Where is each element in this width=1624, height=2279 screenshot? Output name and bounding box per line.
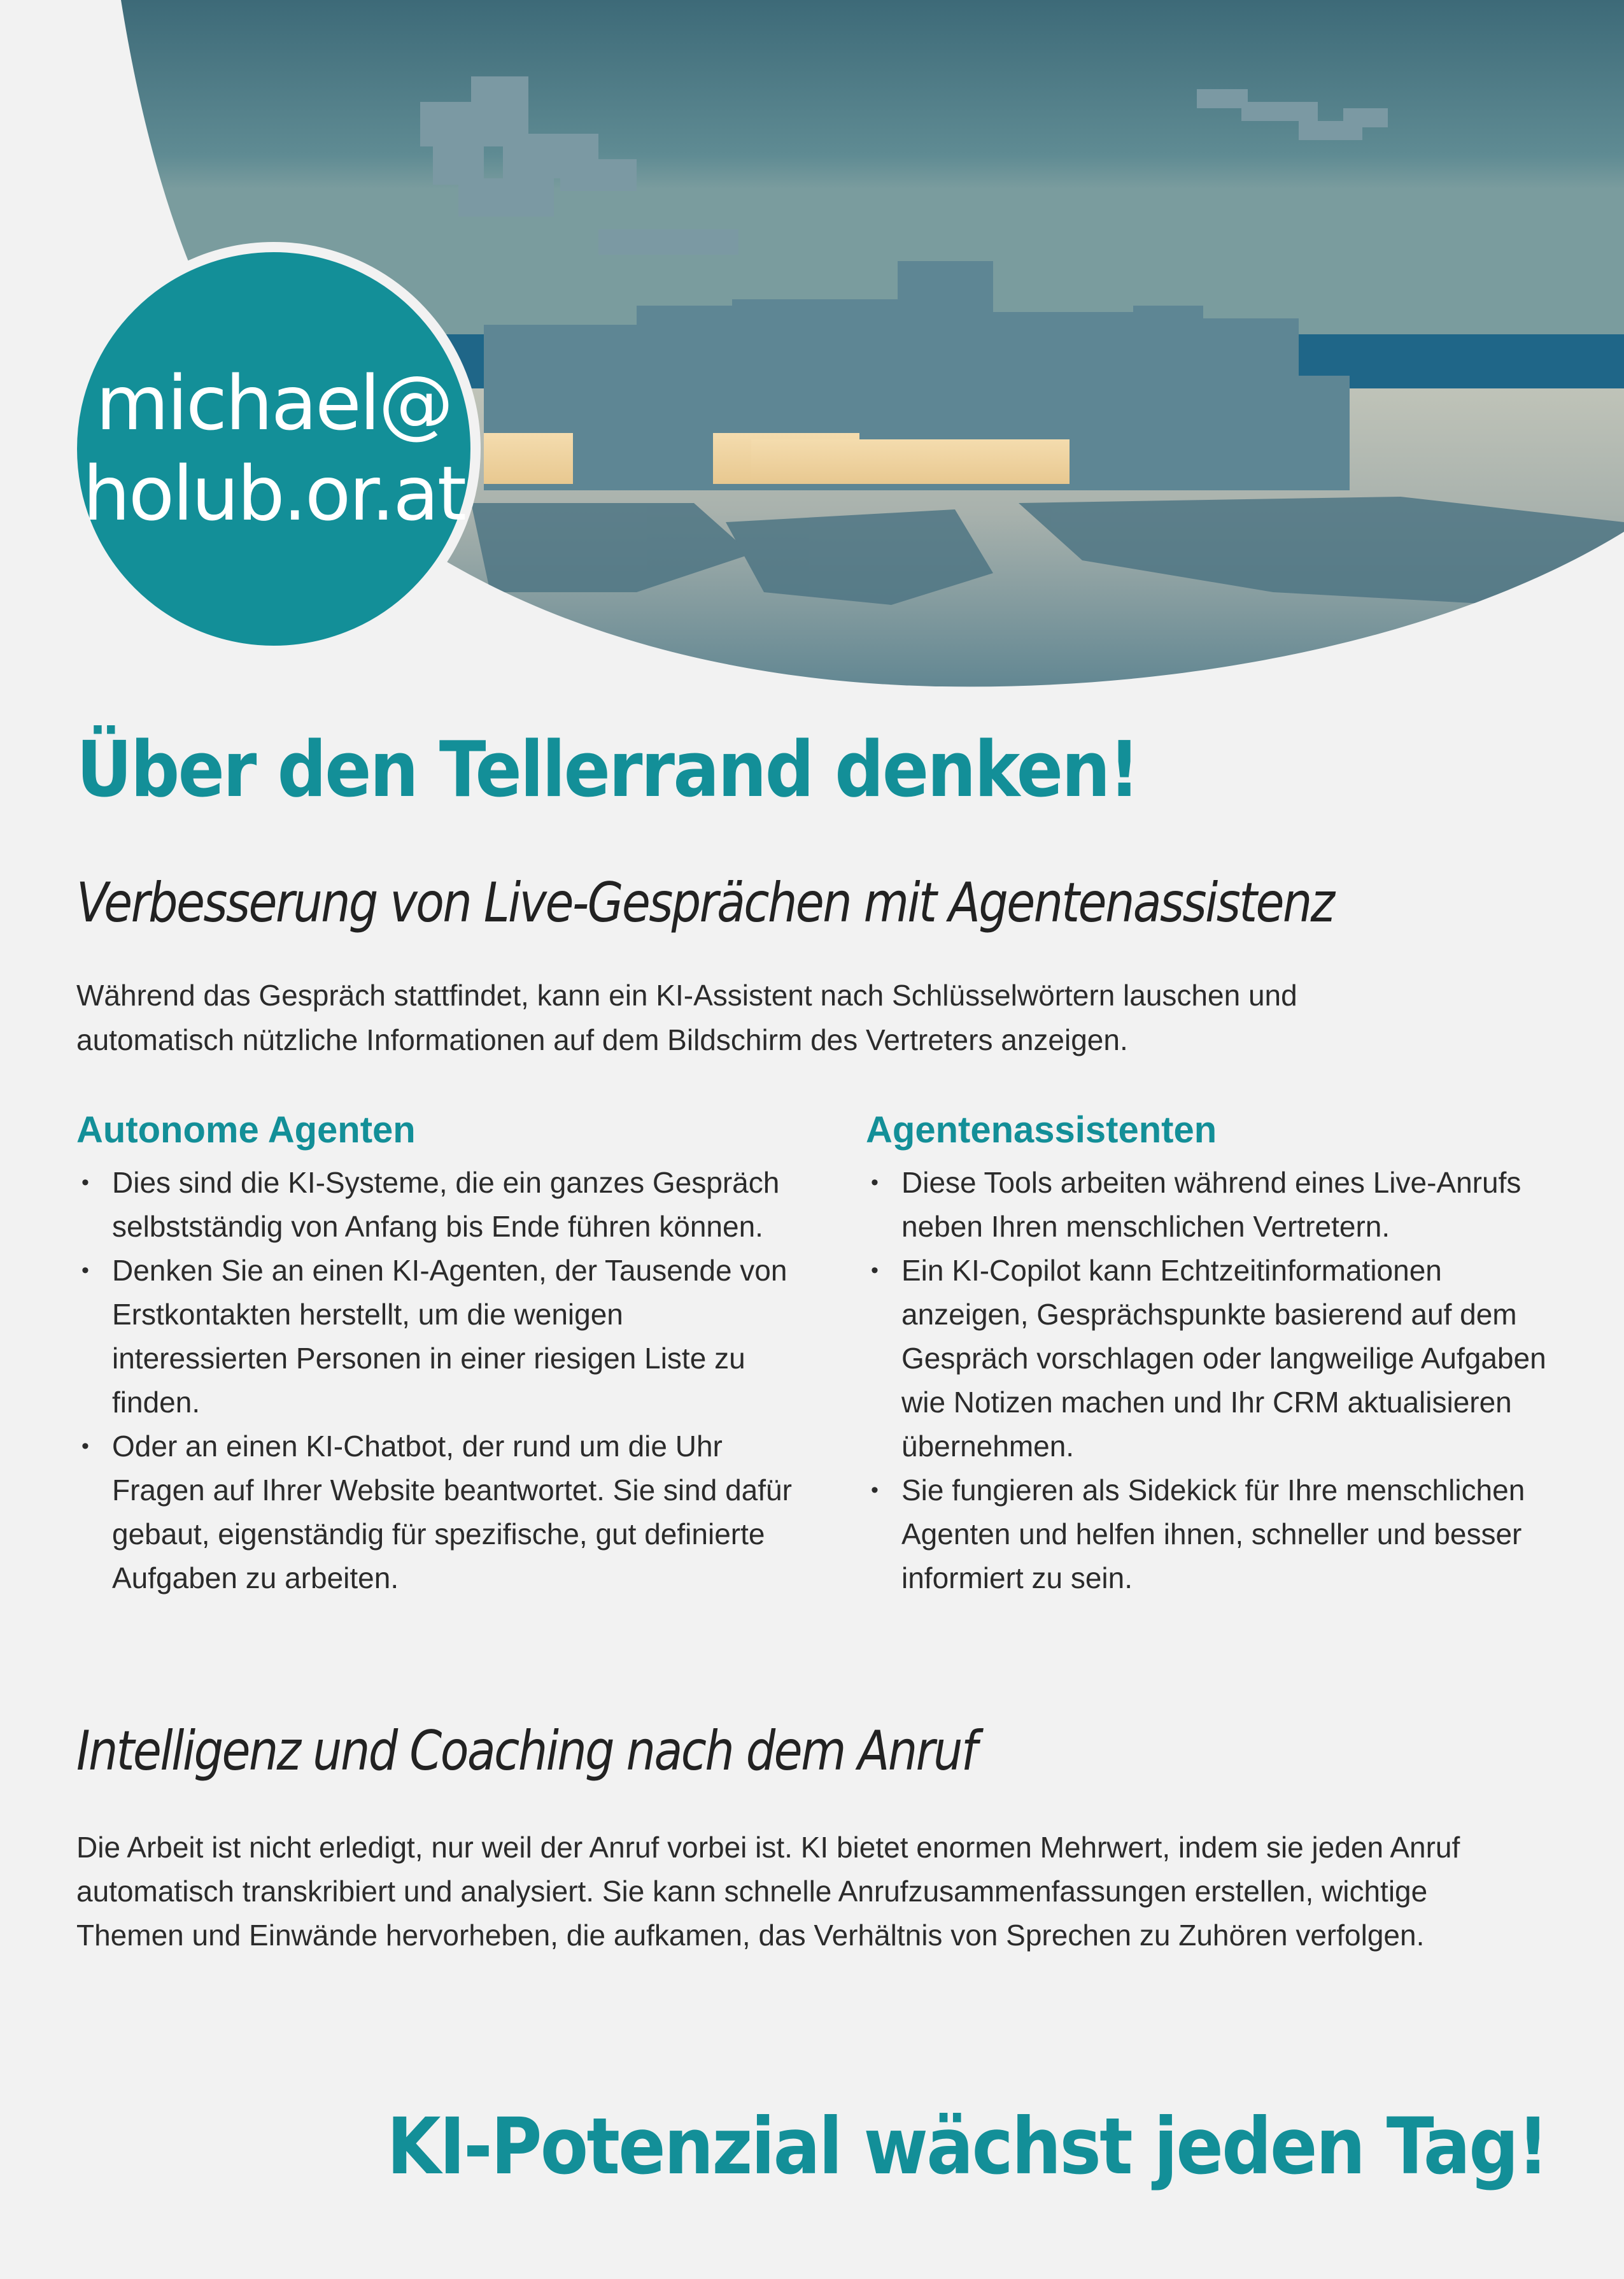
page-title: Über den Tellerrand denken! [76,726,1139,814]
list-item: • Oder an einen KI-Chatbot, der rund um die Uhr Fragen auf Ihrer Website beantwortet. Sie sind dafür gebaut, eigenständig für spezifische, gut definierte Aufgaben zu arbeiten. [76,1424,796,1600]
right-column-list [866,1161,1560,1600]
section-2-paragraph: Die Arbeit ist nicht erledigt, nur weil der Anruf vorbei ist. KI bietet enormen Mehrwert, indem sie jeden Anruf automatisch transkribiert und analysiert. Sie kann schnelle Anrufzusammenfassungen erstellen, wichtige Themen und Einwände hervorheben, die aufkamen, das Verhältnis von Sprechen zu Zuhören verfolgen. [76,1831,1460,1952]
list-item: • Sie fungieren als Sidekick für Ihre menschlichen Agenten und helfen ihnen, schneller und besser informiert zu sein. [866,1468,1560,1600]
intro-paragraph: Während das Gespräch stattfindet, kann ein KI-Assistent nach Schlüsselwörtern lauschen und automatisch nützliche Informationen auf dem Bildschirm des Vertreters anzeigen. [76,979,1297,1056]
list-item: • Dies sind die KI-Systeme, die ein ganzes Gespräch selbstständig von Anfang bis Ende führen können. [76,1161,796,1249]
right-column-heading: Agentenassistenten [866,1109,1217,1151]
list-item: • Diese Tools arbeiten während eines Live-Anrufs neben Ihren menschlichen Vertretern. [866,1161,1560,1249]
left-column-heading: Autonome Agenten [76,1109,416,1151]
subtitle: Verbesserung von Live-Gesprächen mit Agentenassistenz [76,871,1334,935]
right-column [866,1105,1560,1600]
left-column [76,1105,796,1600]
email-line-1: michael@ [95,359,452,448]
list-item: • Ein KI-Copilot kann Echtzeitinformationen anzeigen, Gesprächspunkte basierend auf dem Gespräch vorschlagen oder langweilige Aufgaben wie Notizen machen und Ihr CRM aktualisieren übernehmen. [866,1249,1560,1468]
section-2-title: Intelligenz und Coaching nach dem Anruf [76,1719,977,1783]
email-line-2: holub.or.at [83,450,465,537]
email-badge[interactable] [67,242,481,656]
list-item: • Denken Sie an einen KI-Agenten, der Tausende von Erstkontakten herstellt, um die wenigen interessierten Personen in einer riesigen Liste zu finden. [76,1249,796,1424]
left-column-list [76,1161,796,1600]
closing-headline: KI-Potenzial wächst jeden Tag! [387,2101,1548,2192]
